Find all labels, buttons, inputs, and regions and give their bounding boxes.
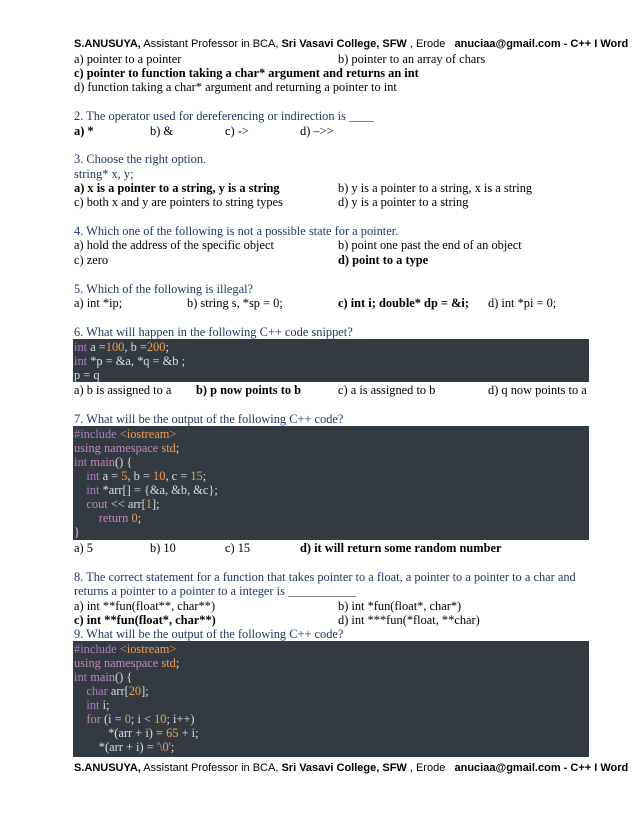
q4-option-c: c) zero xyxy=(74,253,109,267)
q8-option-b: b) int *fun(float*, char*) xyxy=(338,599,462,613)
q1-option-a: a) pointer to a pointer xyxy=(74,52,182,66)
footer-role: Assistant Professor in BCA, xyxy=(140,762,282,774)
q4-question: 4. Which one of the following is not a possible state for a pointer. xyxy=(74,224,399,238)
header-college: Sri Vasavi College, SFW xyxy=(281,38,407,50)
q6-code-line: p = q xyxy=(74,368,100,382)
q3-option-b: b) y is a pointer to a string, x is a string xyxy=(338,181,533,195)
page-footer xyxy=(74,762,628,774)
q7-code-line: int a = 5, b = 10, c = 15; xyxy=(86,469,207,483)
q9-question: 9. What will be the output of the following C++ code? xyxy=(74,627,344,641)
q2-option-c: c) -> xyxy=(225,124,249,138)
q3-option-d: d) y is a pointer to a string xyxy=(338,195,469,209)
q8-question-line1: 8. The correct statement for a function that takes pointer to a float, a pointer to a pointer to a char and xyxy=(74,570,576,584)
q8-option-c: c) int **fun(float*, char**) xyxy=(74,613,216,627)
q3-option-c: c) both x and y are pointers to string types xyxy=(74,195,283,209)
page-header xyxy=(74,38,628,50)
q2-option-d: d) –>> xyxy=(300,124,334,138)
q7-option-c: c) 15 xyxy=(225,541,251,555)
q4-option-b: b) point one past the end of an object xyxy=(338,238,522,252)
q6-code-line: int *p = &a, *q = &b ; xyxy=(74,354,186,368)
q7-option-b: b) 10 xyxy=(150,541,176,555)
q9-code-line: int i; xyxy=(86,698,110,712)
footer-place: , Erode xyxy=(406,762,455,774)
header-tail: anuciaa@gmail.com - C++ I Word xyxy=(454,38,629,50)
q7-code-line: int main() { xyxy=(74,455,133,469)
header-role: Assistant Professor in BCA, xyxy=(140,38,282,50)
q2-option-b: b) & xyxy=(150,124,174,138)
footer-tail: anuciaa@gmail.com - C++ I Word xyxy=(454,762,629,774)
q6-question: 6. What will happen in the following C++ code snippet? xyxy=(74,325,353,339)
q9-code-line: *(arr + i) = '\0'; xyxy=(74,740,175,754)
q5-option-a: a) int *ip; xyxy=(74,296,123,310)
q3-code: string* x, y; xyxy=(74,167,134,181)
q7-code-line: cout << arr[1]; xyxy=(86,497,160,511)
q6-code-line: int a =100, b =200; xyxy=(74,340,169,354)
q6-option-b: b) p now points to b xyxy=(196,383,302,397)
q7-code-line: using namespace std; xyxy=(74,441,180,455)
q4-option-d: d) point to a type xyxy=(338,253,429,267)
q4-option-a: a) hold the address of the specific object xyxy=(74,238,274,252)
q5-question: 5. Which of the following is illegal? xyxy=(74,282,254,296)
q7-code-line: return 0; xyxy=(98,511,142,525)
q9-code-line: char arr[20]; xyxy=(86,684,149,698)
q1-option-c: c) pointer to function taking a char* argument and returns an int xyxy=(74,66,419,80)
q7-code-line: int *arr[] = {&a, &b, &c}; xyxy=(86,483,218,497)
q5-option-c: c) int i; double* dp = &i; xyxy=(338,296,469,310)
q7-option-d: d) it will return some random number xyxy=(300,541,502,555)
q7-code-block xyxy=(73,426,589,540)
q3-option-a: a) x is a pointer to a string, y is a string xyxy=(74,181,280,195)
footer-college: Sri Vasavi College, SFW xyxy=(281,762,407,774)
q5-option-b: b) string s, *sp = 0; xyxy=(187,296,283,310)
q8-question-line2: returns a pointer to a pointer to a integer is ___________ xyxy=(74,584,357,598)
q3-question: 3. Choose the right option. xyxy=(74,152,207,166)
q1-option-d: d) function taking a char* argument and returning a pointer to int xyxy=(74,80,397,94)
header-author: S.ANUSUYA, xyxy=(74,38,141,50)
q2-option-a: a) * xyxy=(74,124,94,138)
q1-option-b: b) pointer to an array of chars xyxy=(338,52,486,66)
q9-code-line: *(arr + i) = 65 + i; xyxy=(74,726,199,740)
q6-code-block xyxy=(73,339,589,382)
q8-option-d: d) int ***fun(*float, **char) xyxy=(338,613,480,627)
q8-option-a: a) int **fun(float**, char**) xyxy=(74,599,216,613)
q6-option-d: d) q now points to a xyxy=(488,383,587,397)
header-place: , Erode xyxy=(406,38,455,50)
q9-code-line: using namespace std; xyxy=(74,656,180,670)
q6-option-c: c) a is assigned to b xyxy=(338,383,436,397)
q6-option-a: a) b is assigned to a xyxy=(74,383,172,397)
q9-code-block xyxy=(73,641,589,757)
q9-code-line: int main() { xyxy=(74,670,133,684)
q2-question: 2. The operator used for dereferencing or indirection is ____ xyxy=(74,109,374,123)
q7-code-line: } xyxy=(74,525,80,539)
footer-author: S.ANUSUYA, xyxy=(74,762,141,774)
q9-code-line: for (i = 0; i < 10; i++) xyxy=(86,712,195,726)
q7-question: 7. What will be the output of the following C++ code? xyxy=(74,412,344,426)
q7-option-a: a) 5 xyxy=(74,541,93,555)
q7-code-line: #include <iostream> xyxy=(74,427,177,441)
q9-code-line: #include <iostream> xyxy=(74,642,177,656)
q5-option-d: d) int *pi = 0; xyxy=(488,296,557,310)
